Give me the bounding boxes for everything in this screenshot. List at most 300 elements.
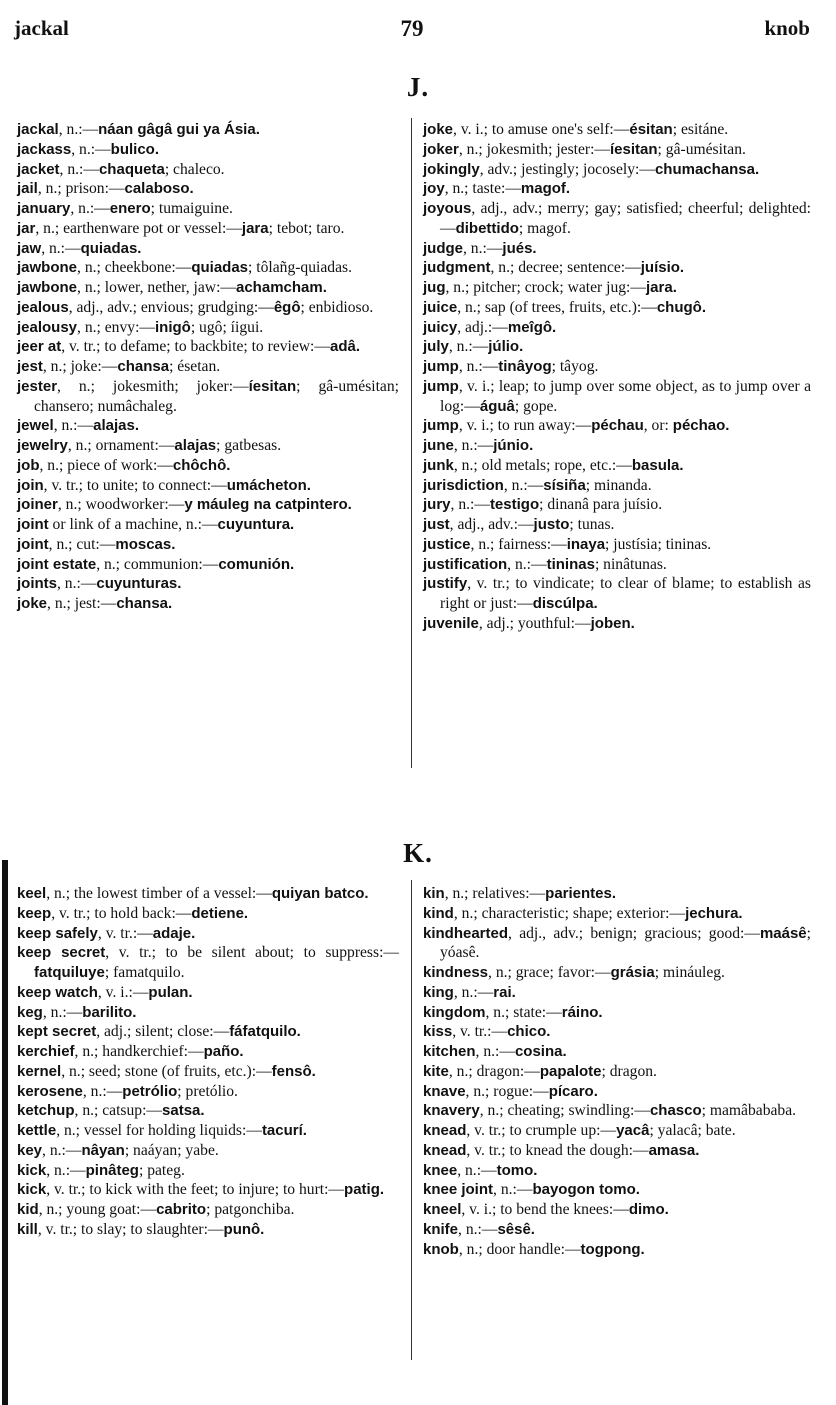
dictionary-entry (423, 1042, 811, 1062)
definition: , n.; jokesmith; joker:— (57, 377, 249, 395)
definition: , adj., adv.; merry; gay; satisfied; cheerful; delighted:— (440, 200, 811, 237)
translation: sísiña (543, 476, 586, 494)
definition: , adj., adv.:— (449, 516, 534, 533)
definition: ; gatbesas. (216, 437, 282, 454)
headword: kick (17, 1161, 47, 1179)
column-left-k (17, 884, 399, 1240)
headword: joy (423, 180, 445, 198)
dictionary-entry (423, 983, 811, 1003)
translation: adâ. (329, 338, 360, 356)
definition: , n.:— (46, 1161, 86, 1179)
definition: , v. tr.; to hold back:— (51, 904, 192, 922)
dictionary-entry (423, 1003, 811, 1023)
headword: kneel (423, 1201, 462, 1218)
translation: chansa. (116, 595, 173, 612)
headword: jewel (17, 417, 54, 435)
definition: ; patgonchiba. (206, 1201, 295, 1218)
dictionary-entry (17, 1082, 399, 1102)
definition: , n.; communion:— (96, 555, 219, 573)
dictionary-entry (423, 476, 811, 496)
headword: jewelry (17, 437, 68, 454)
dictionary-entry (423, 377, 811, 417)
headword: kindhearted (423, 924, 509, 942)
headword: jackal (17, 121, 59, 138)
column-divider (411, 880, 412, 1360)
definition: ; dragon. (601, 1062, 657, 1080)
dictionary-entry (17, 1042, 399, 1062)
translation: discúlpa. (532, 595, 598, 612)
translation: grásia (610, 964, 655, 981)
column-right-k (423, 884, 811, 1259)
translation: detiene. (191, 904, 249, 922)
headword: knob (423, 1240, 459, 1258)
dictionary-entry (17, 416, 399, 436)
column-right-j (423, 120, 811, 634)
dictionary-entry (17, 140, 399, 160)
translation: yacâ (616, 1122, 650, 1139)
translation: fatquiluye (34, 964, 105, 981)
headword: jacket (17, 160, 60, 178)
headword: juvenile (423, 614, 479, 632)
translation: joben. (590, 614, 635, 632)
translation: jués. (502, 239, 537, 257)
translation: dibettido (455, 219, 519, 237)
definition: , n.; vessel for holding liquids:— (56, 1122, 262, 1139)
dictionary-entry (17, 943, 399, 983)
definition: , v. tr.; to defame; to backbite; to review:— (61, 338, 330, 356)
translation: quiyan batco. (271, 885, 369, 902)
page-header (14, 16, 810, 46)
headword: judge (423, 239, 463, 257)
headword: jail (17, 180, 38, 198)
dictionary-entry (423, 278, 811, 298)
translation: pulan. (148, 983, 193, 1001)
headword: kerosene (17, 1082, 83, 1100)
dictionary-entry (423, 1082, 811, 1102)
translation: y máuleg na catpintero. (184, 496, 352, 514)
definition: , n.; cut:— (48, 535, 116, 553)
headword: january (17, 200, 71, 217)
headword: jaw (17, 239, 42, 257)
dictionary-entry (423, 318, 811, 338)
headword: jar (17, 219, 36, 237)
definition: , n.; state:— (485, 1003, 562, 1021)
definition: ; ugô; íigui. (190, 318, 264, 336)
definition: ; esitáne. (672, 121, 729, 138)
translation: chasco (649, 1102, 702, 1120)
definition: ; mamâbababa. (701, 1102, 797, 1120)
definition: ; tumaiguine. (150, 200, 233, 217)
headword: keep secret (17, 944, 106, 962)
translation: júnio. (493, 437, 534, 454)
translation: jara (241, 219, 269, 237)
definition: , n.; cheekbone:— (77, 259, 192, 277)
translation: nâyan (81, 1141, 125, 1159)
definition: , n.:— (71, 140, 111, 158)
dictionary-entry (17, 1062, 399, 1082)
headword: joyous (423, 200, 472, 217)
translation: chaqueta (98, 160, 165, 178)
dictionary-entry (17, 179, 399, 199)
translation: cuyunturas. (96, 575, 182, 593)
translation: inigô (155, 318, 191, 336)
definition: , n.; jest:— (47, 595, 117, 612)
translation: chugô. (656, 298, 706, 316)
binding-edge (2, 860, 8, 1405)
translation: péchao. (672, 417, 730, 435)
translation: paño. (203, 1043, 244, 1060)
definition: , n.; earthenware pot or vessel:— (35, 219, 242, 237)
definition: , v. i.:— (97, 983, 149, 1001)
dictionary-entry (17, 278, 399, 298)
headword: kin (423, 885, 445, 902)
headword: knee joint (423, 1181, 494, 1199)
headword: kerchief (17, 1043, 75, 1060)
dictionary-entry (17, 983, 399, 1003)
definition: ; yalacâ; bate. (649, 1122, 736, 1139)
translation: inaya (566, 535, 606, 553)
dictionary-entry (17, 298, 399, 318)
translation: chico. (507, 1023, 551, 1041)
definition: , n.:— (58, 121, 99, 138)
definition: , n.:— (448, 338, 489, 356)
translation: jechura. (685, 904, 743, 922)
definition: , adv.; jestingly; jocosely:— (479, 160, 655, 178)
translation: papalote (539, 1062, 602, 1080)
translation: punô. (223, 1220, 265, 1238)
dictionary-entry (17, 495, 399, 515)
headword: kind (423, 904, 454, 922)
headword: justify (423, 575, 468, 593)
dictionary-entry (423, 495, 811, 515)
translation: chumachansa. (654, 160, 760, 178)
dictionary-entry (17, 239, 399, 259)
translation: quiadas. (80, 239, 142, 257)
dictionary-entry (17, 1220, 399, 1240)
dictionary-entry (17, 1200, 399, 1220)
dictionary-entry (423, 515, 811, 535)
definition: , n.; young goat:— (38, 1201, 157, 1218)
dictionary-entry (17, 456, 399, 476)
translation: patig. (344, 1181, 385, 1199)
definition: , v. i.; to amuse one's self:— (453, 121, 630, 138)
translation: alajas. (93, 417, 139, 435)
definition: , n.:— (458, 358, 499, 375)
dictionary-entry (17, 574, 399, 594)
definition: ; ésetan. (169, 358, 221, 375)
translation: chôchô. (172, 456, 231, 474)
definition: , v. tr.; to knead the dough:— (466, 1141, 649, 1159)
definition: or link of a machine, n.:— (48, 516, 218, 533)
translation: parientes. (545, 885, 617, 902)
page-number: 79 (400, 16, 424, 41)
dictionary-entry (423, 884, 811, 904)
definition: ; yóasê. (440, 924, 811, 962)
definition: ; gope. (514, 397, 558, 415)
headword: keep (17, 904, 52, 922)
dictionary-entry (423, 1101, 811, 1121)
translation: pinâteg (85, 1161, 139, 1179)
definition: , n.; door handle:— (458, 1240, 581, 1258)
translation: magof. (520, 180, 571, 198)
dictionary-entry (423, 456, 811, 476)
headword: judgment (423, 259, 491, 277)
headword: joke (423, 121, 454, 138)
translation: petrólio (122, 1082, 178, 1100)
dictionary-entry (17, 199, 399, 219)
translation: achamcham. (236, 279, 327, 296)
dictionary-entry (17, 1121, 399, 1141)
translation: pícaro. (548, 1082, 598, 1100)
translation: ésitan (629, 121, 673, 138)
headword: knee (423, 1161, 458, 1179)
translation: fáfatquilo. (229, 1023, 301, 1041)
definition: ; minanda. (585, 476, 652, 494)
dictionary-entry (423, 160, 811, 180)
definition: ; ninâtunas. (594, 555, 667, 573)
definition: , v. i.; leap; to jump over some object, as to jump over a log:— (440, 377, 811, 415)
headword: junk (423, 456, 454, 474)
dictionary-entry (423, 1200, 811, 1220)
definition: ; tunas. (569, 516, 615, 533)
headword: kid (17, 1201, 39, 1218)
translation: satsa. (162, 1102, 205, 1120)
translation: alajas (174, 437, 217, 454)
dictionary-entry (423, 614, 811, 634)
dictionary-entry (423, 1022, 811, 1042)
definition: ; enbidioso. (300, 298, 374, 316)
definition: , n.; prison:— (37, 180, 125, 198)
dictionary-entry (17, 436, 399, 456)
definition: ; tâyog. (551, 358, 599, 375)
headword: joint estate (17, 555, 97, 573)
definition: , n.:— (53, 417, 94, 435)
dictionary-entry (423, 140, 811, 160)
headword: kite (423, 1062, 449, 1080)
headword: jury (423, 496, 451, 514)
dictionary-entry (17, 1101, 399, 1121)
dictionary-entry (423, 535, 811, 555)
dictionary-entry (17, 1161, 399, 1181)
headword: knead (423, 1141, 467, 1159)
definition: ; magof. (518, 219, 571, 237)
definition: , v. tr.; to be silent about; to suppress:— (105, 944, 399, 962)
definition: ; mináuleg. (654, 964, 725, 981)
translation: júlio. (488, 338, 524, 356)
headword: key (17, 1141, 43, 1159)
definition: , n.:— (70, 200, 110, 217)
definition: , n.; joke:— (42, 358, 118, 375)
dictionary-entry (423, 120, 811, 140)
dictionary-entry (423, 1121, 811, 1141)
definition: ; pateg. (138, 1161, 185, 1179)
headword: joint (17, 535, 49, 553)
dictionary-entry (17, 219, 399, 239)
headword: joker (423, 140, 459, 158)
definition: , v. tr.; to unite; to connect:— (43, 476, 227, 494)
dictionary-entry (423, 1180, 811, 1200)
dictionary-entry (423, 1161, 811, 1181)
headword: jest (17, 358, 43, 375)
translation: bulico. (110, 140, 159, 158)
definition: , v. tr.:— (97, 924, 153, 942)
definition: , n.; old metals; rope, etc.:— (453, 456, 632, 474)
translation: tinâyog (498, 358, 552, 375)
headword: job (17, 456, 40, 474)
headword: kiss (423, 1023, 453, 1041)
translation: cuyuntura. (217, 516, 295, 533)
translation: enero (109, 200, 151, 217)
headword: keel (17, 885, 47, 902)
definition: ; tebot; taro. (268, 219, 345, 237)
dictionary-entry (423, 555, 811, 575)
headword: jawbone (17, 279, 78, 296)
headword: kingdom (423, 1003, 486, 1021)
headword: kettle (17, 1122, 57, 1139)
translation: êgô (273, 298, 301, 316)
definition: , n.; relatives:— (444, 885, 546, 902)
section-letter-k: K. (403, 838, 433, 868)
translation: ráino. (561, 1003, 603, 1021)
definition: , n.:— (453, 437, 494, 454)
dictionary-entry (423, 436, 811, 456)
definition: ; justísia; tininas. (605, 535, 712, 553)
definition: ; tôlañg-quiadas. (248, 259, 352, 277)
translation: togpong. (580, 1240, 645, 1258)
translation: tomo. (496, 1161, 538, 1179)
headword: knavery (423, 1102, 480, 1120)
dictionary-entry (17, 160, 399, 180)
headword: joints (17, 575, 57, 593)
definition: , n.; pitcher; crock; water jug:— (445, 279, 646, 296)
headword: keep safely (17, 924, 98, 942)
translation: rai. (493, 983, 516, 1001)
definition: , n.:— (458, 1220, 498, 1238)
dictionary-entry (423, 337, 811, 357)
headword: kernel (17, 1062, 62, 1080)
headword: knead (423, 1122, 467, 1139)
definition: , n.; dragon:— (448, 1062, 540, 1080)
translation: dimo. (628, 1201, 669, 1218)
definition: , n.; handkerchief:— (74, 1043, 204, 1060)
column-divider (411, 118, 412, 768)
dictionary-entry (17, 1003, 399, 1023)
dictionary-entry (17, 884, 399, 904)
dictionary-entry (17, 924, 399, 944)
translation: náan gâgâ gui ya Ásia. (98, 121, 260, 138)
headword: jeer at (17, 338, 62, 356)
headword: justice (423, 535, 471, 553)
dictionary-entry (17, 1141, 399, 1161)
definition: , v. tr.; to vindicate; to clear of blame; to establish as right or just:— (440, 575, 811, 612)
definition: , n.; jokesmith; jester:— (458, 140, 611, 158)
definition: , n.:— (475, 1043, 515, 1060)
definition: , adj.; youthful:— (478, 614, 591, 632)
definition: , n.; decree; sentence:— (490, 259, 641, 277)
definition: , adj.:— (457, 318, 508, 336)
headword: join (17, 476, 44, 494)
definition: , v. tr.:— (452, 1023, 508, 1041)
headword: jealousy (17, 318, 78, 336)
dictionary-entry (423, 179, 811, 199)
dictionary-entry (17, 535, 399, 555)
definition: , n.:— (463, 239, 503, 257)
definition: ; chaleco. (164, 160, 225, 178)
dictionary-entry (423, 1240, 811, 1260)
headword: joke (17, 595, 48, 612)
definition: , or: (643, 417, 673, 435)
headword: june (423, 437, 454, 454)
definition: , adj., adv.; benign; gracious; good:— (508, 924, 760, 942)
translation: adaje. (152, 924, 196, 942)
dictionary-entry (17, 337, 399, 357)
right-guide-word: knob (764, 16, 810, 40)
dictionary-entry (17, 120, 399, 140)
translation: chansa (117, 358, 170, 375)
headword: jump (423, 417, 459, 435)
definition: , n.; taste:— (444, 180, 521, 198)
translation: tininas (546, 555, 595, 573)
definition: , n.; envy:— (77, 318, 155, 336)
dictionary-entry (423, 357, 811, 377)
dictionary-entry (423, 239, 811, 259)
definition: , n.; sap (of trees, fruits, etc.):— (457, 298, 657, 316)
definition: , n.:— (57, 575, 97, 593)
translation: jara. (646, 279, 677, 296)
definition: , n.; woodworker:— (57, 496, 185, 514)
translation: fensô. (271, 1062, 316, 1080)
headword: kill (17, 1220, 38, 1238)
definition: , n.; catsup:— (74, 1102, 163, 1120)
definition: , n.:— (450, 496, 490, 514)
definition: , n.:— (457, 1161, 497, 1179)
translation: justo (533, 516, 570, 533)
headword: jurisdiction (423, 476, 504, 494)
translation: comunión. (218, 555, 295, 573)
translation: umácheton. (226, 476, 311, 494)
definition: , v. tr.; to crumple up:— (466, 1122, 617, 1139)
section-letter-j: J. (406, 72, 430, 102)
definition: , n.; seed; stone (of fruits, etc.):— (61, 1062, 272, 1080)
headword: jug (423, 279, 446, 296)
headword: knife (423, 1220, 459, 1238)
definition: ; pretólio. (177, 1082, 238, 1100)
translation: águâ (479, 397, 515, 415)
dictionary-entry (17, 904, 399, 924)
definition: , n.; fairness:— (470, 535, 567, 553)
headword: kept secret (17, 1023, 97, 1041)
dictionary-entry (423, 298, 811, 318)
definition: ; naáyan; yabe. (124, 1141, 219, 1159)
dictionary-entry (17, 357, 399, 377)
definition: , n.:— (453, 983, 494, 1001)
definition: , v. i.; to run away:— (458, 417, 592, 435)
translation: moscas. (115, 535, 176, 553)
translation: quiadas (191, 259, 249, 277)
dictionary-entry (17, 377, 399, 417)
dictionary-entry (17, 318, 399, 338)
dictionary-entry (423, 1062, 811, 1082)
dictionary-entry (17, 476, 399, 496)
headword: knave (423, 1082, 466, 1100)
definition: , v. tr.; to kick with the feet; to injure; to hurt:— (46, 1181, 345, 1199)
headword: kitchen (423, 1043, 476, 1060)
dictionary-entry (17, 258, 399, 278)
translation: testigo (489, 496, 540, 514)
headword: keep watch (17, 983, 98, 1001)
translation: juísio. (640, 259, 685, 277)
definition: , v. tr.; to slay; to slaughter:— (37, 1220, 224, 1238)
